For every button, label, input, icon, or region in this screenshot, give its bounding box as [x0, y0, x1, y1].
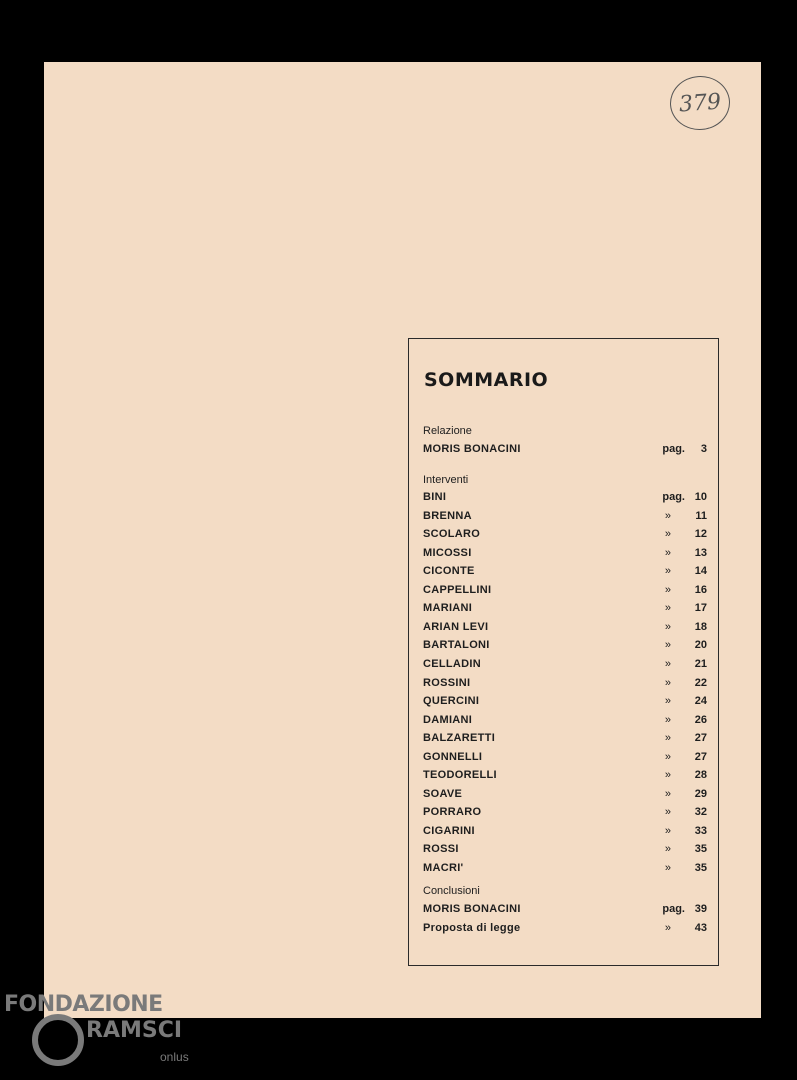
entry-name: PORRARO: [423, 806, 482, 819]
entry-name: BINI: [423, 491, 447, 503]
entry-name: CICONTE: [423, 565, 475, 578]
entry-marker: »: [664, 732, 671, 745]
entry-name: DAMIANI: [423, 713, 473, 726]
entry-page: 26: [694, 713, 707, 726]
entry-page: 20: [694, 639, 707, 652]
toc-entry: [423, 922, 707, 938]
entry-name: CIGARINI: [423, 824, 475, 837]
entry-name: Proposta di legge: [423, 921, 521, 934]
entry-name: BARTALONI: [423, 639, 490, 652]
entry-marker: »: [664, 750, 671, 763]
toc-entry: [423, 602, 707, 618]
toc-entry: [423, 825, 707, 841]
entry-name: CAPPELLINI: [423, 583, 492, 596]
toc-entry: [423, 769, 707, 785]
section-heading-conclusioni: Conclusioni: [423, 885, 480, 897]
entry-marker: »: [664, 787, 671, 800]
entry-marker: pag.: [662, 491, 685, 503]
toc-entry: [423, 677, 707, 693]
entry-marker: »: [664, 824, 671, 837]
entry-marker: »: [664, 565, 671, 578]
entry-marker: »: [664, 528, 671, 541]
toc-title: SOMMARIO: [424, 369, 549, 391]
entry-name: SCOLARO: [423, 528, 481, 541]
entry-marker: »: [664, 676, 671, 689]
section-heading-relazione: Relazione: [423, 425, 472, 437]
toc-entry: [423, 788, 707, 804]
entry-page: 28: [694, 769, 707, 782]
entry-marker: »: [664, 843, 671, 856]
entry-page: 10: [694, 491, 707, 503]
toc-entry: [423, 843, 707, 859]
entry-page: 11: [695, 509, 707, 522]
toc-entry: [423, 491, 707, 507]
entry-marker: »: [664, 713, 671, 726]
entry-page: 43: [694, 921, 707, 934]
entry-marker: »: [664, 769, 671, 782]
watermark-line1: FONDAZIONE: [4, 992, 163, 1017]
toc-entry: [423, 443, 707, 459]
entry-marker: pag.: [662, 443, 685, 455]
toc-entry: [423, 528, 707, 544]
entry-name: GONNELLI: [423, 750, 483, 763]
entry-marker: »: [664, 509, 671, 522]
entry-page: 18: [694, 620, 707, 633]
entry-name: MORIS BONACINI: [423, 443, 521, 455]
entry-page: 21: [694, 657, 707, 670]
entry-marker: »: [664, 583, 671, 596]
entry-name: ROSSINI: [423, 676, 471, 689]
entry-name: BRENNA: [423, 509, 472, 522]
entry-name: TEODORELLI: [423, 769, 497, 782]
entry-page: 35: [694, 843, 707, 856]
toc-entry: [423, 862, 707, 878]
entry-page: 12: [694, 528, 707, 541]
toc-entry: [423, 806, 707, 822]
entry-marker: »: [664, 546, 671, 559]
section-heading-interventi: Interventi: [423, 474, 469, 486]
entry-name: BALZARETTI: [423, 732, 496, 745]
toc-entry: [423, 732, 707, 748]
entry-page: 29: [694, 787, 707, 800]
toc-entry: [423, 639, 707, 655]
entry-page: 22: [694, 676, 707, 689]
entry-name: ARIAN LEVI: [423, 620, 489, 633]
entry-name: MORIS BONACINI: [423, 903, 521, 915]
g-logo-icon: [32, 1014, 84, 1066]
entry-name: ROSSI: [423, 843, 459, 856]
entry-page: 3: [700, 443, 707, 455]
entry-marker: »: [664, 695, 671, 708]
entry-page: 14: [694, 565, 707, 578]
entry-name: CELLADIN: [423, 657, 482, 670]
entry-marker: pag.: [662, 903, 685, 915]
fondazione-gramsci-watermark: [0, 992, 200, 1080]
toc-entry: [423, 584, 707, 600]
table-of-contents: [408, 338, 719, 966]
watermark-sub: onlus: [160, 1050, 189, 1064]
entry-page: 39: [694, 903, 707, 915]
entry-marker: »: [664, 657, 671, 670]
entry-page: 32: [694, 806, 707, 819]
entry-marker: »: [664, 639, 671, 652]
toc-entry: [423, 547, 707, 563]
toc-entry: [423, 510, 707, 526]
toc-entry: [423, 658, 707, 674]
toc-entry: [423, 714, 707, 730]
entry-page: 27: [694, 750, 707, 763]
entry-page: 33: [694, 824, 707, 837]
entry-page: 35: [694, 862, 707, 874]
entry-name: MARIANI: [423, 602, 473, 615]
toc-entry: [423, 903, 707, 919]
entry-name: MACRI': [423, 862, 464, 874]
entry-page: 24: [694, 695, 707, 708]
entry-marker: »: [664, 602, 671, 615]
entry-marker: »: [664, 620, 671, 633]
entry-name: MICOSSI: [423, 546, 472, 559]
entry-page: 16: [694, 583, 707, 596]
watermark-line2: RAMSCI: [86, 1018, 183, 1043]
toc-entry: [423, 621, 707, 637]
entry-name: SOAVE: [423, 787, 463, 800]
toc-entry: [423, 751, 707, 767]
entry-marker: »: [664, 921, 671, 934]
entry-page: 27: [694, 732, 707, 745]
toc-entry: [423, 695, 707, 711]
entry-page: 17: [694, 602, 707, 615]
entry-page: 13: [694, 546, 707, 559]
entry-marker: »: [664, 862, 671, 874]
entry-name: QUERCINI: [423, 695, 480, 708]
handwritten-page-number: 379: [668, 74, 732, 132]
entry-marker: »: [664, 806, 671, 819]
toc-entry: [423, 565, 707, 581]
